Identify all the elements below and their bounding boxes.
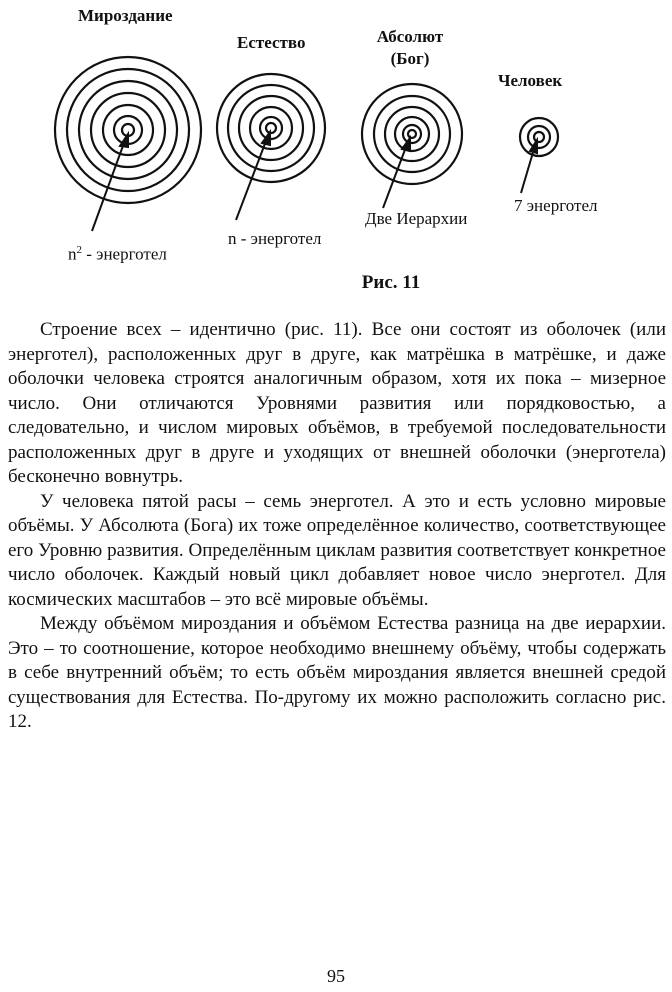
paragraph: У человека пятой расы – семь энерготел. А это и есть условно мировые объёмы. У Абсолюта (Бога) их тоже определённое количество, соответствующее его Уровню развития. Определённым циклам развития соответствует конкретное число оболочек. Каждый новый цикл добавляет новое число энерготел. Для космических масштабов – это всё мировые объёмы. xyxy=(8,490,666,610)
annotation-n2-sup: 2 xyxy=(76,244,82,256)
annotation-n-energotel: n - энерготел xyxy=(228,229,322,248)
absolut-circles xyxy=(362,84,462,184)
figure-caption-text: Рис. 11 xyxy=(361,272,421,293)
paragraph: Строение всех – идентично (рис. 11). Все они состоят из оболочек (или энерготел), расположенных друг в друге, как матрёшка в матрёшке, и даже оболочки человека строятся аналогичным образом, хотя их пока – мизерное число. Они отличаются Уровнями развития или порядковостью, а следовательно, и числом мировых объёмов, в требуемой последовательности расположенных друг в друге и уходящих от внешней оболочки (энерготела) бесконечно вовнутрь. xyxy=(8,319,666,487)
label-absolut-line2: (Бог) xyxy=(390,49,430,68)
body-text xyxy=(8,318,666,735)
figure-caption xyxy=(0,272,672,294)
paragraph: Между объёмом мироздания и объёмом Естества разница на две иерархии. Это – то соотношение, которое необходимо внешнему объёму, чтобы содержать в себе внутренний объём; то есть объём мироздания является внешней средой существования для Естества. По-другому их можно расположить согласно рис. 12. xyxy=(8,613,666,732)
page-number: 95 xyxy=(327,966,345,986)
annotation-seven-bodies: 7 энерготел xyxy=(514,196,598,215)
annotation-n2-rest: - энерготел xyxy=(82,244,167,264)
annotation-n2-energotel xyxy=(68,240,167,265)
label-mirozdanie: Мироздание xyxy=(78,6,173,25)
label-absolut-line1: Абсолют xyxy=(376,27,444,46)
chelovek-circles xyxy=(520,118,558,156)
mirozdanie-circles xyxy=(55,57,201,203)
annotation-n2-base: n xyxy=(68,244,77,264)
concentric-circles-figure xyxy=(0,0,672,270)
estestvo-circles xyxy=(217,74,325,182)
annotation-two-hierarchies: Две Иерархии xyxy=(365,209,468,228)
label-estestvo: Естество xyxy=(237,33,306,52)
label-chelovek: Человек xyxy=(498,71,563,90)
